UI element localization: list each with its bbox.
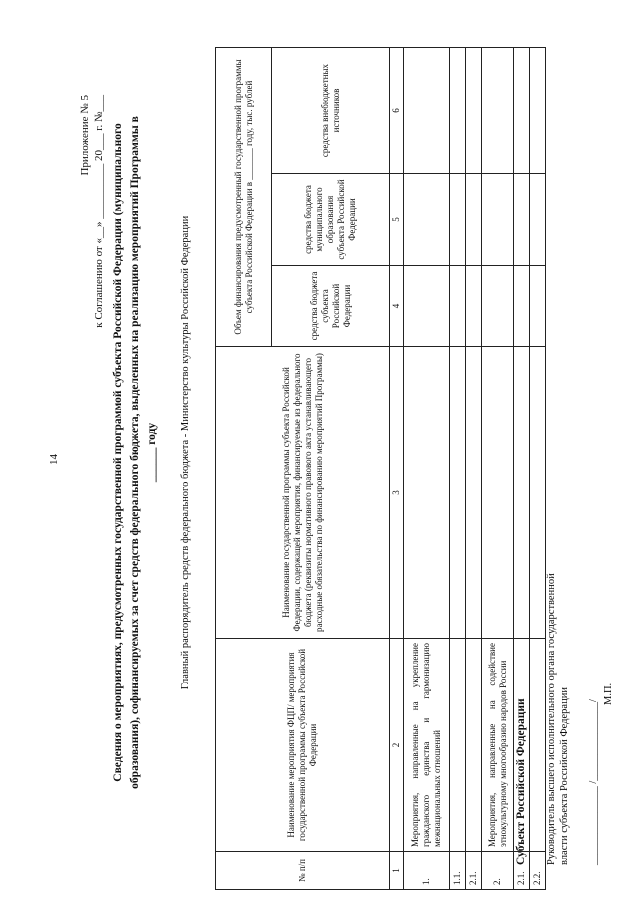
cell bbox=[530, 347, 546, 639]
row-number: 1.1. bbox=[450, 852, 466, 890]
cell bbox=[514, 347, 530, 639]
header-funding-volume: Объем финансирования предусмотренный государственной программы субъекта Российской Федерации в _______ году, тыс. рублей bbox=[216, 48, 272, 347]
appendix-title: Приложение № 5 bbox=[79, 95, 91, 176]
cell bbox=[530, 174, 546, 266]
col-number: 3 bbox=[390, 347, 404, 639]
cell bbox=[450, 48, 466, 174]
cell bbox=[530, 48, 546, 174]
cell bbox=[482, 266, 514, 347]
title-line-2: образования), софинансируемых за счет средств федерального бюджета, выделенных на реализацию мероприятий Программы в bbox=[129, 116, 141, 789]
row-number: 2.1. bbox=[466, 852, 482, 890]
page-number: 14 bbox=[48, 454, 60, 465]
header-fcp-activity: Наименование мероприятия ФЦП/ мероприятия государственной программы субъекта Российской Федерации bbox=[216, 639, 390, 852]
appendix-header bbox=[78, 95, 106, 328]
header-municipal-budget: средства бюджета муниципального образования субъекта Российской Федерации bbox=[272, 174, 390, 266]
appendix-agreement: к Соглашению от «__» __________ 20___ г. №___ bbox=[93, 95, 105, 328]
col-number: 2 bbox=[390, 639, 404, 852]
row-number: 1. bbox=[404, 852, 450, 890]
cell bbox=[514, 174, 530, 266]
row-activity: Мероприятия, направленные на содействие этнокультурному многообразию народов России bbox=[482, 639, 514, 852]
table-row bbox=[404, 48, 450, 890]
cell bbox=[514, 48, 530, 174]
row-activity bbox=[466, 639, 482, 852]
cell bbox=[466, 266, 482, 347]
table-row bbox=[450, 48, 466, 890]
cell bbox=[404, 174, 450, 266]
column-number-row bbox=[390, 48, 404, 890]
document-title bbox=[110, 40, 161, 865]
cell bbox=[530, 266, 546, 347]
col-number: 5 bbox=[390, 174, 404, 266]
header-extrabudgetary: средства внебюджетных источников bbox=[272, 48, 390, 174]
table-row bbox=[466, 48, 482, 890]
table-row bbox=[530, 48, 546, 890]
header-state-program: Наименование государственной программы субъекта Российской Федерации, содержащей мероприятия, финансируемые из федерального бюджета (реквизиты нормативного правового акта устанавливающего расходные обязательства по финансированию мероприятий Программы) bbox=[216, 347, 390, 639]
title-line-1: Сведения о мероприятиях, предусмотренных государственной программой субъекта Российской Федерации (муниципального bbox=[112, 123, 124, 782]
row-number: 2. bbox=[482, 852, 514, 890]
cell bbox=[466, 174, 482, 266]
col-number: 4 bbox=[390, 266, 404, 347]
stamp-label: М.П. bbox=[603, 682, 614, 705]
signatory-line-2: власти субъекта Российской Федерации bbox=[559, 687, 570, 865]
row-number: 2.1. bbox=[514, 852, 530, 890]
cell bbox=[404, 266, 450, 347]
cell bbox=[466, 347, 482, 639]
cell bbox=[482, 347, 514, 639]
row-activity bbox=[530, 639, 546, 852]
table-row bbox=[482, 48, 514, 890]
table-header-row bbox=[216, 48, 272, 890]
title-line-3: ______ году bbox=[146, 422, 158, 483]
cell bbox=[482, 48, 514, 174]
cell bbox=[450, 347, 466, 639]
signature-line: _______________ /_______________/ bbox=[588, 699, 599, 865]
activities-table bbox=[215, 47, 546, 890]
row-activity bbox=[450, 639, 466, 852]
cell bbox=[514, 266, 530, 347]
row-activity: Мероприятия, направленные на укрепление гражданского единства и гармонизацию межнациональных отношений bbox=[404, 639, 450, 852]
col-number: 1 bbox=[390, 852, 404, 890]
subject-title: Субъект Российской Федерации bbox=[515, 698, 527, 865]
header-subject-budget: средства бюджета субъекта Российской Федерации bbox=[272, 266, 390, 347]
signatory-block bbox=[545, 573, 571, 865]
cell bbox=[404, 347, 450, 639]
cell bbox=[450, 266, 466, 347]
cell bbox=[450, 174, 466, 266]
header-num: № п/п bbox=[216, 852, 390, 890]
distributor-line: Главный распорядитель средств федерального бюджета - Министерство культуры Российской Федерации bbox=[180, 215, 191, 690]
signatory-line-1: Руководитель высшего исполнительного органа государственной bbox=[546, 573, 557, 865]
cell bbox=[466, 48, 482, 174]
cell bbox=[482, 174, 514, 266]
row-number: 2.2. bbox=[530, 852, 546, 890]
col-number: 6 bbox=[390, 48, 404, 174]
cell bbox=[404, 48, 450, 174]
